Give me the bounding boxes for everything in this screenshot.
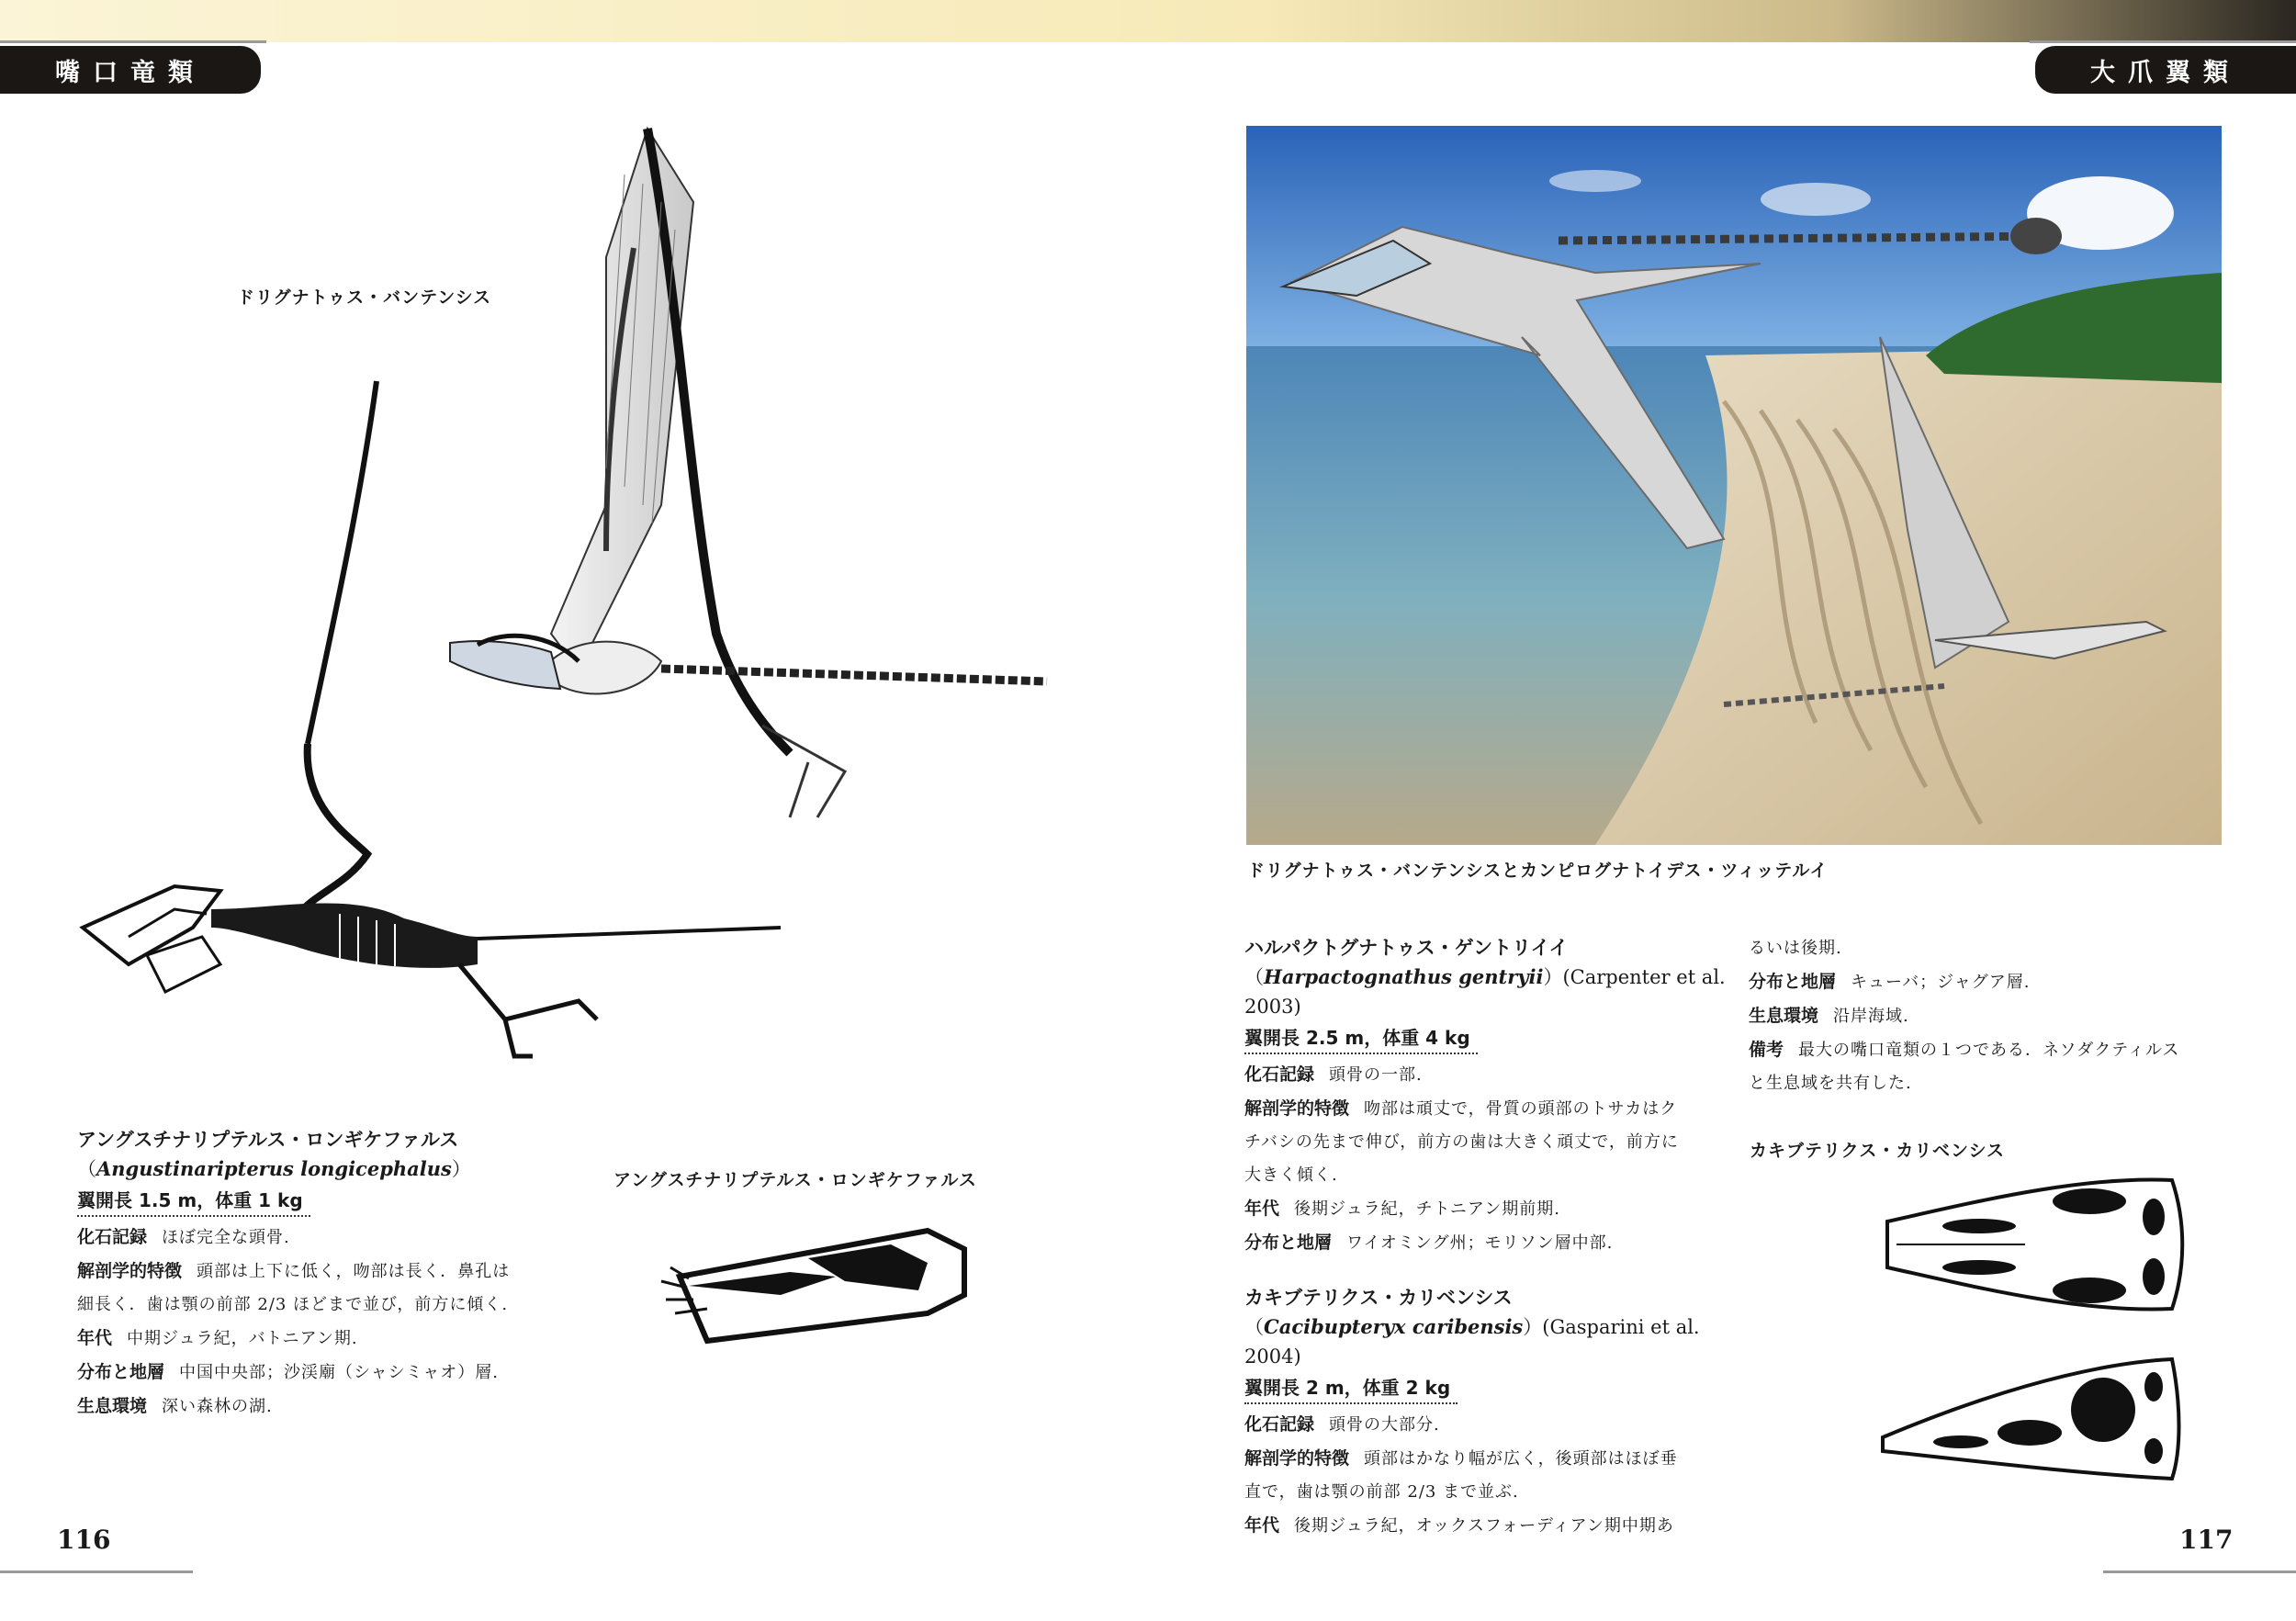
entry-row: 大きく傾く. [1244, 1165, 1338, 1185]
entry-row: 細長く．歯は顎の前部 2/3 ほどまで並び，前方に傾く. [77, 1295, 509, 1314]
entry-row: 年代 後期ジュラ紀，オックスフォーディアン期中期あ [1244, 1515, 1674, 1536]
illustration-caption: ドリグナトゥス・バンテンシス [237, 287, 492, 308]
top-left-rule [0, 40, 266, 43]
entry-title: アングスチナリプテルス・ロンギケファルス [77, 1129, 459, 1151]
section-tab-left: 嘴口竜類 [0, 46, 261, 94]
entry-angustinaripterus [77, 1125, 591, 1424]
angustinaripterus-skull-illustration [652, 1221, 983, 1359]
entry-row: 備考 最大の嘴口竜類の１つである．ネソダクティルス [1749, 1040, 2180, 1060]
cacibupteryx-skull-side-illustration [1878, 1350, 2190, 1488]
page-rule-right [2103, 1570, 2296, 1573]
entry-scientific-name: （Harpactognathus gentryii）(Carpenter et al. [1244, 965, 1726, 988]
entry-row: 年代 後期ジュラ紀，チトニアン期前期. [1244, 1199, 1560, 1219]
entry-row: 分布と地層 中国中央部；沙渓廟（シャシミャオ）層. [77, 1362, 500, 1382]
entry-title: ハルパクトグナトゥス・ゲントリイイ [1244, 937, 1569, 959]
entry-row: 分布と地層 ワイオミング州；モリソン層中部. [1244, 1233, 1614, 1253]
entry-row: 生息環境 深い森林の湖. [77, 1396, 273, 1416]
entry-scientific-name: （Angustinaripterus longicephalus） [77, 1157, 471, 1180]
entry-scientific-name-cont: 2003) [1244, 996, 1301, 1018]
entry-row: 化石記録 ほぼ完全な頭骨. [77, 1227, 290, 1247]
page-rule-left [0, 1570, 193, 1573]
entry-row: 直で，歯は顎の前部 2/3 まで並ぶ. [1244, 1482, 1519, 1502]
entry-harpactognathus [1244, 933, 1731, 1260]
entry-row: 化石記録 頭骨の一部. [1244, 1064, 1423, 1085]
entry-cacibupteryx [1244, 1283, 1731, 1543]
entry-spec: 翼開長 1.5 m，体重 1 kg [77, 1186, 310, 1217]
skull-caption-right: カキブテリクス・カリベンシス [1750, 1141, 2006, 1161]
entry-row: と生息域を共有した. [1749, 1074, 1912, 1093]
top-gradient-bar [0, 0, 2296, 42]
page-number-left: 116 [57, 1525, 111, 1555]
photo-caption: ドリグナトゥス・バンテンシスとカンピログナトイデス・ツィッテルイ [1247, 861, 1829, 881]
skeleton-illustration [73, 377, 808, 1075]
entry-row: 年代 中期ジュラ紀，バトニアン期. [77, 1328, 358, 1348]
entry-scientific-name: （Cacibupteryx caribensis）(Gasparini et al. 2004) [1244, 1315, 1700, 1368]
entry-title: カキブテリクス・カリベンシス [1244, 1287, 1513, 1309]
entry-cacibupteryx-continued [1749, 932, 2226, 1100]
page-number-right: 117 [2179, 1525, 2234, 1555]
entry-row: 化石記録 頭骨の大部分. [1244, 1414, 1440, 1435]
entry-row: 分布と地層 キューバ；ジャグア層. [1749, 972, 2031, 992]
entry-row: 解剖学的特徴 頭部は上下に低く，吻部は長く．鼻孔は [77, 1261, 511, 1281]
entry-spec: 翼開長 2 m，体重 2 kg [1244, 1373, 1458, 1404]
entry-row: るいは後期. [1749, 939, 1842, 958]
entry-row: 解剖学的特徴 頭部はかなり幅が広く，後頭部はほぼ垂 [1244, 1448, 1678, 1469]
entry-row: チバシの先まで伸び，前方の歯は大きく頑丈で，前方に [1244, 1132, 1679, 1152]
entry-row: 解剖学的特徴 吻部は頑丈で，骨質の頭部のトサカはク [1244, 1098, 1678, 1119]
entry-row: 生息環境 沿岸海域. [1749, 1006, 1909, 1026]
cacibupteryx-skull-top-illustration [1878, 1166, 2190, 1323]
skull-caption-left: アングスチナリプテルス・ロンギケファルス [613, 1170, 977, 1190]
section-tab-right: 大爪翼類 [2035, 46, 2296, 94]
entry-spec: 翼開長 2.5 m，体重 4 kg [1244, 1023, 1478, 1054]
top-right-rule [2030, 40, 2296, 43]
beach-scene-photo [1246, 126, 2222, 845]
